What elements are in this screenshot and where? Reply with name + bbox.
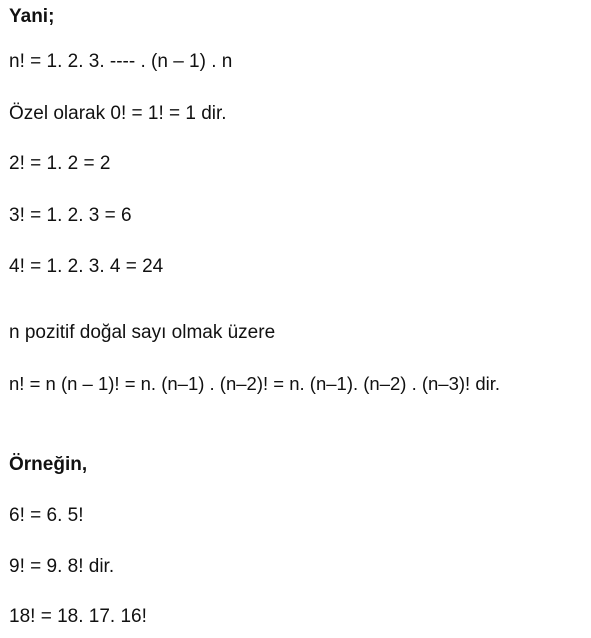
example-9-factorial: 9! = 9. 8! dir. [9,556,115,577]
example-3-factorial: 3! = 1. 2. 3 = 6 [9,205,132,226]
heading-yani: Yani; [9,6,55,27]
special-case-statement: Özel olarak 0! = 1! = 1 dir. [9,103,227,124]
condition-statement: n pozitif doğal sayı olmak üzere [9,322,276,343]
factorial-general-formula: n! = 1. 2. 3. ---- . (n – 1) . n [9,51,233,72]
example-2-factorial: 2! = 1. 2 = 2 [9,153,111,174]
example-4-factorial: 4! = 1. 2. 3. 4 = 24 [9,256,164,277]
recursive-formula: n! = n (n – 1)! = n. (n–1) . (n–2)! = n. (n–1). (n–2) . (n–3)! dir. [9,373,501,394]
example-18-factorial: 18! = 18. 17. 16! [9,606,147,627]
example-6-factorial: 6! = 6. 5! [9,505,84,526]
heading-ornegin: Örneğin, [9,454,88,475]
